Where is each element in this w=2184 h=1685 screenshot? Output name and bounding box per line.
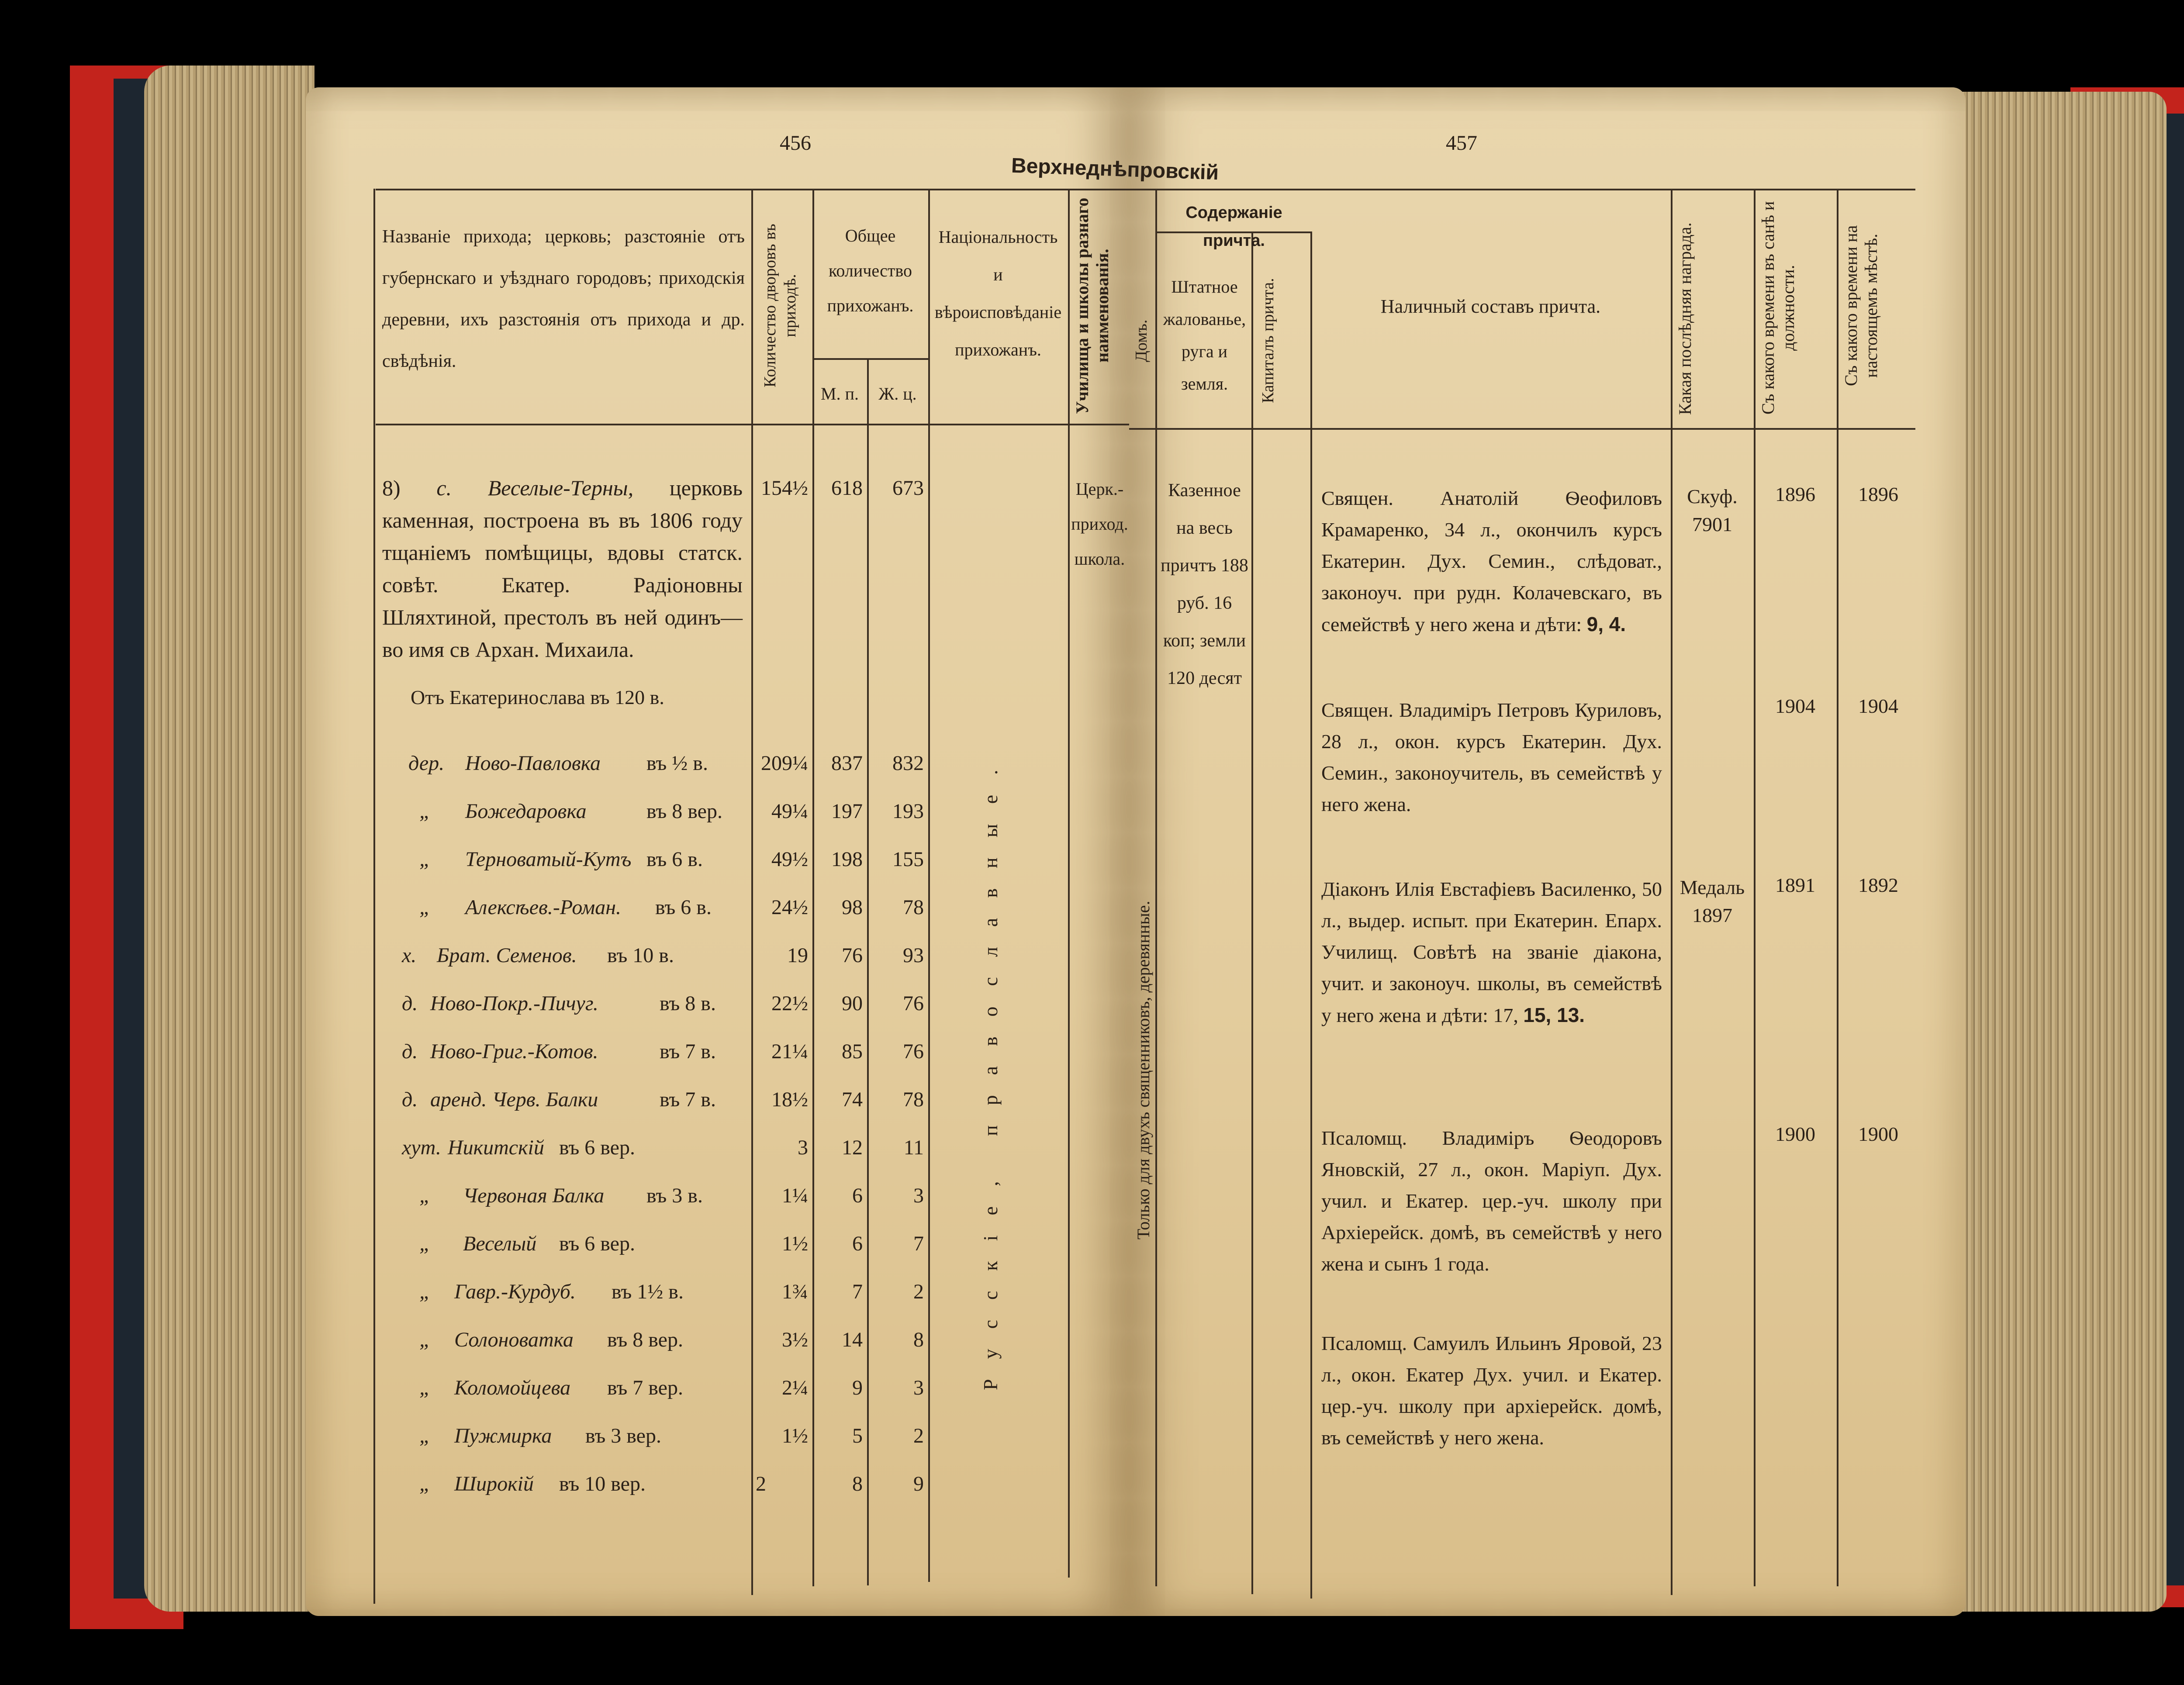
village-prefix: хут. — [402, 1136, 441, 1159]
village-female: 76 — [903, 992, 924, 1015]
village-distance: въ 6 в. — [655, 896, 712, 919]
village-male: 7 — [852, 1280, 863, 1303]
village-female: 3 — [913, 1376, 924, 1399]
village-name: Алексѣев.-Роман. — [465, 896, 622, 919]
village-female: 93 — [903, 944, 924, 967]
village-female: 11 — [903, 1136, 924, 1159]
village-female: 2 — [913, 1280, 924, 1303]
parish-number: 8) — [382, 476, 401, 500]
village-households: 21¼ — [771, 1040, 808, 1063]
village-name: Брат. Семенов. — [437, 944, 577, 967]
village-name: Ново-Григ.-Котов. — [430, 1040, 598, 1063]
parish-female: 673 — [892, 476, 924, 500]
house-value: Только для двухъ священниковъ, деревянные. — [1133, 901, 1153, 1240]
header-since-place: Съ какого времени на настоящемъ мѣстѣ. — [1841, 225, 1881, 387]
village-distance: въ 3 вер. — [585, 1424, 661, 1447]
clergy-since-place: 1904 — [1858, 695, 1898, 717]
village-male: 6 — [852, 1232, 863, 1255]
header-salary: Штатное жалованье, руга и земля. — [1163, 277, 1246, 394]
village-prefix: „ — [419, 1376, 431, 1399]
village-male: 6 — [852, 1184, 863, 1207]
clergy-award: Скуф. 7901 — [1687, 485, 1738, 535]
parish-households: 154½ — [761, 476, 808, 500]
village-female: 832 — [892, 752, 924, 775]
header-nationality: Національность и вѣроисповѣданіе прихожанъ. — [934, 227, 1062, 359]
clergy-since-place: 1900 — [1858, 1123, 1898, 1145]
village-female: 7 — [913, 1232, 924, 1255]
village-female: 155 — [892, 848, 924, 871]
village-male: 8 — [852, 1472, 863, 1495]
clergy-since-rank: 1896 — [1775, 483, 1815, 505]
village-distance: въ 6 вер. — [559, 1136, 635, 1159]
village-prefix: дер. — [408, 752, 445, 775]
clergy-since-rank: 1891 — [1775, 874, 1815, 896]
village-distance: въ 10 вер. — [559, 1472, 646, 1495]
village-distance: въ 1½ в. — [612, 1280, 684, 1303]
village-female: 78 — [903, 896, 924, 919]
village-prefix: „ — [419, 848, 431, 871]
village-male: 9 — [852, 1376, 863, 1399]
village-male: 198 — [831, 848, 863, 871]
village-female: 2 — [913, 1424, 924, 1447]
running-head: Верхнеднѣпровскій — [1011, 154, 1219, 185]
village-male: 197 — [831, 800, 863, 823]
village-distance: въ 3 в. — [646, 1184, 703, 1207]
header-capital: Капиталъ причта. — [1259, 278, 1277, 404]
clergy-children: 9, 4. — [1586, 613, 1626, 635]
village-prefix: д. — [402, 1040, 418, 1063]
left-page — [306, 87, 1129, 1616]
parish-male: 618 — [831, 476, 863, 500]
header-schools: Училища и школы разнаго наименованія. — [1072, 197, 1112, 414]
parish-distance: Отъ Екатеринослава въ 120 в. — [411, 686, 664, 708]
village-prefix: „ — [419, 896, 431, 919]
parish-entry — [382, 472, 743, 666]
village-name: Божедаровка — [465, 800, 587, 823]
clergy-children: 15, 13. — [1523, 1004, 1585, 1026]
village-name: Коломойцева — [454, 1376, 571, 1399]
village-distance: въ 6 в. — [646, 848, 703, 871]
village-male: 837 — [831, 752, 863, 775]
page-number-left: 456 — [780, 131, 811, 155]
village-households: 1¾ — [782, 1280, 808, 1303]
village-households: 1½ — [782, 1232, 808, 1255]
page-number-right: 457 — [1446, 131, 1477, 155]
village-prefix: д. — [402, 1088, 418, 1111]
clergy-since-place: 1892 — [1858, 874, 1898, 896]
village-prefix: „ — [419, 1328, 431, 1351]
village-households: 1¼ — [782, 1184, 808, 1207]
village-prefix: „ — [419, 800, 431, 823]
parish-description: церковь каменная, построена въ въ 1806 году тщаніемъ помѣщицы, вдовы статск. совѣт. Екатер. Радіоновны Шляхтиной, престолъ въ ней одинъ—во имя св Архан. Михаила. — [382, 476, 743, 662]
village-households: 209¼ — [761, 752, 808, 775]
village-female: 9 — [913, 1472, 924, 1495]
school-value: Церк.-приход. школа. — [1071, 479, 1128, 569]
village-households: 3½ — [782, 1328, 808, 1351]
village-households: 22½ — [771, 992, 808, 1015]
clergy-since-rank: 1900 — [1775, 1123, 1815, 1145]
village-households: 2¼ — [782, 1376, 808, 1399]
village-name: Гавр.-Курдуб. — [454, 1280, 576, 1303]
village-households: 49½ — [771, 848, 808, 871]
village-households: 3 — [798, 1136, 808, 1159]
village-name: Широкій — [454, 1472, 534, 1495]
village-prefix: х. — [402, 944, 417, 967]
parish-village: с. Веселые-Терны, — [436, 476, 634, 500]
village-households: 1½ — [782, 1424, 808, 1447]
header-clergy: Наличный составъ причта. — [1380, 296, 1601, 317]
village-female: 3 — [913, 1184, 924, 1207]
village-distance: въ 8 вер. — [607, 1328, 683, 1351]
village-female: 78 — [903, 1088, 924, 1111]
village-prefix: „ — [419, 1280, 431, 1303]
village-prefix: „ — [419, 1424, 431, 1447]
village-male: 98 — [842, 896, 863, 919]
village-male: 74 — [842, 1088, 863, 1111]
village-male: 76 — [842, 944, 863, 967]
village-distance: въ 7 в. — [660, 1040, 716, 1063]
village-households: 18½ — [771, 1088, 808, 1111]
page-edge-right — [1957, 92, 2167, 1612]
clergy-since-place: 1896 — [1858, 483, 1898, 505]
village-distance: въ 7 в. — [660, 1088, 716, 1111]
village-male: 5 — [852, 1424, 863, 1447]
village-name: Червоная Балка — [463, 1184, 605, 1207]
village-name: Пужмирка — [454, 1424, 552, 1447]
clergy-text: Священ. Анатолій Ѳеофиловъ Крамаренко, 34 л., окончилъ курсъ Екатерин. Дух. Семин., слѣдоват., законоуч. при рудн. Колачевскаго, въ семействѣ у него жена и дѣти: 9, 4. — [1321, 487, 1662, 635]
village-male: 14 — [842, 1328, 863, 1351]
header-award: Какая послѣдняя награда. — [1675, 222, 1695, 415]
village-female: 193 — [892, 800, 924, 823]
village-name: Ново-Павловка — [465, 752, 601, 775]
page-edge-left — [144, 66, 314, 1612]
village-households: 24½ — [771, 896, 808, 919]
village-households: 19 — [787, 944, 808, 967]
village-name: Веселый — [463, 1232, 537, 1255]
village-distance: въ 6 вер. — [559, 1232, 635, 1255]
village-name: Солоноватка — [454, 1328, 574, 1351]
village-female: 76 — [903, 1040, 924, 1063]
village-prefix: „ — [419, 1184, 431, 1207]
village-female: 8 — [913, 1328, 924, 1351]
clergy-since-rank: 1904 — [1775, 695, 1815, 717]
village-distance: въ 8 вер. — [646, 800, 722, 823]
village-prefix: „ — [419, 1232, 431, 1255]
village-name: Никитскій — [448, 1136, 544, 1159]
village-prefix: „ — [419, 1472, 431, 1495]
village-prefix: д. — [402, 992, 418, 1015]
header-total-parishioners: Общее количество прихожанъ. — [827, 226, 914, 315]
header-maintenance: Содержаніе причта. — [1185, 204, 1282, 250]
salary-value: Казенное на весь причтъ 188 руб. 16 коп; земли 120 десят — [1161, 480, 1248, 688]
clergy-text: Священ. Владиміръ Петровъ Куриловъ, 28 л., окон. курсъ Екатерин. Дух. Семин., законоучитель, въ семействѣ у него жена. — [1321, 699, 1662, 815]
header-since-rank: Съ какого времени въ санѣ и должности. — [1758, 201, 1798, 415]
village-male: 12 — [842, 1136, 863, 1159]
nationality-value: Русскіе, православные. — [979, 749, 1002, 1391]
clergy-text: Діаконъ Илія Евстафіевъ Василенко, 50 л., выдер. испыт. при Екатерин. Епарх. Училищ. Совѣтѣ на званіе діакона, учит. и законоуч. школы, въ семействѣ у него жена и дѣти: 17, 15, 13. — [1321, 878, 1662, 1026]
village-distance: въ ½ в. — [646, 752, 708, 775]
village-male: 90 — [842, 992, 863, 1015]
header-house: Домъ. — [1132, 319, 1151, 362]
village-name: Ново-Покр.-Пичуг. — [430, 992, 598, 1015]
header-bottom-rule — [1129, 428, 1915, 430]
header-households: Количество дворовъ въ приходѣ. — [761, 224, 799, 388]
clergy-text: Псаломщ. Самуилъ Ильинъ Яровой, 23 л., окон. Екатер Дух. учил. и Екатер. цер.-уч. школу при архіерейск. домѣ, въ семействѣ у него жена. — [1321, 1332, 1662, 1449]
clergy-text: Псаломщ. Владиміръ Ѳеодоровъ Яновскій, 27 л., окон. Маріуп. Дух. учил. и Екатер. цер.-уч. школу при Архіерейск. домѣ, въ семействѣ у него жена и сынъ 1 года. — [1321, 1127, 1662, 1275]
village-male: 85 — [842, 1040, 863, 1063]
village-households: 49¼ — [771, 800, 808, 823]
village-name: Терноватый-Кутъ — [465, 848, 632, 871]
table-top-rule — [1129, 189, 1915, 190]
village-distance: въ 8 в. — [660, 992, 716, 1015]
village-distance: въ 10 в. — [607, 944, 674, 967]
header-parish-name: Названіе прихода; церковь; разстояніе отъ губернскаго и уѣзднаго городовъ; приходскія деревни, ихъ разстоянія отъ прихода и др. свѣдѣнія. — [382, 227, 745, 371]
village-name: аренд. Черв. Балки — [430, 1088, 598, 1111]
header-female: Ж. ц. — [878, 384, 917, 404]
header-male: М. п. — [821, 384, 859, 404]
village-distance: въ 7 вер. — [607, 1376, 683, 1399]
village-households: 2 — [756, 1472, 766, 1495]
clergy-award: Медаль 1897 — [1679, 876, 1745, 926]
